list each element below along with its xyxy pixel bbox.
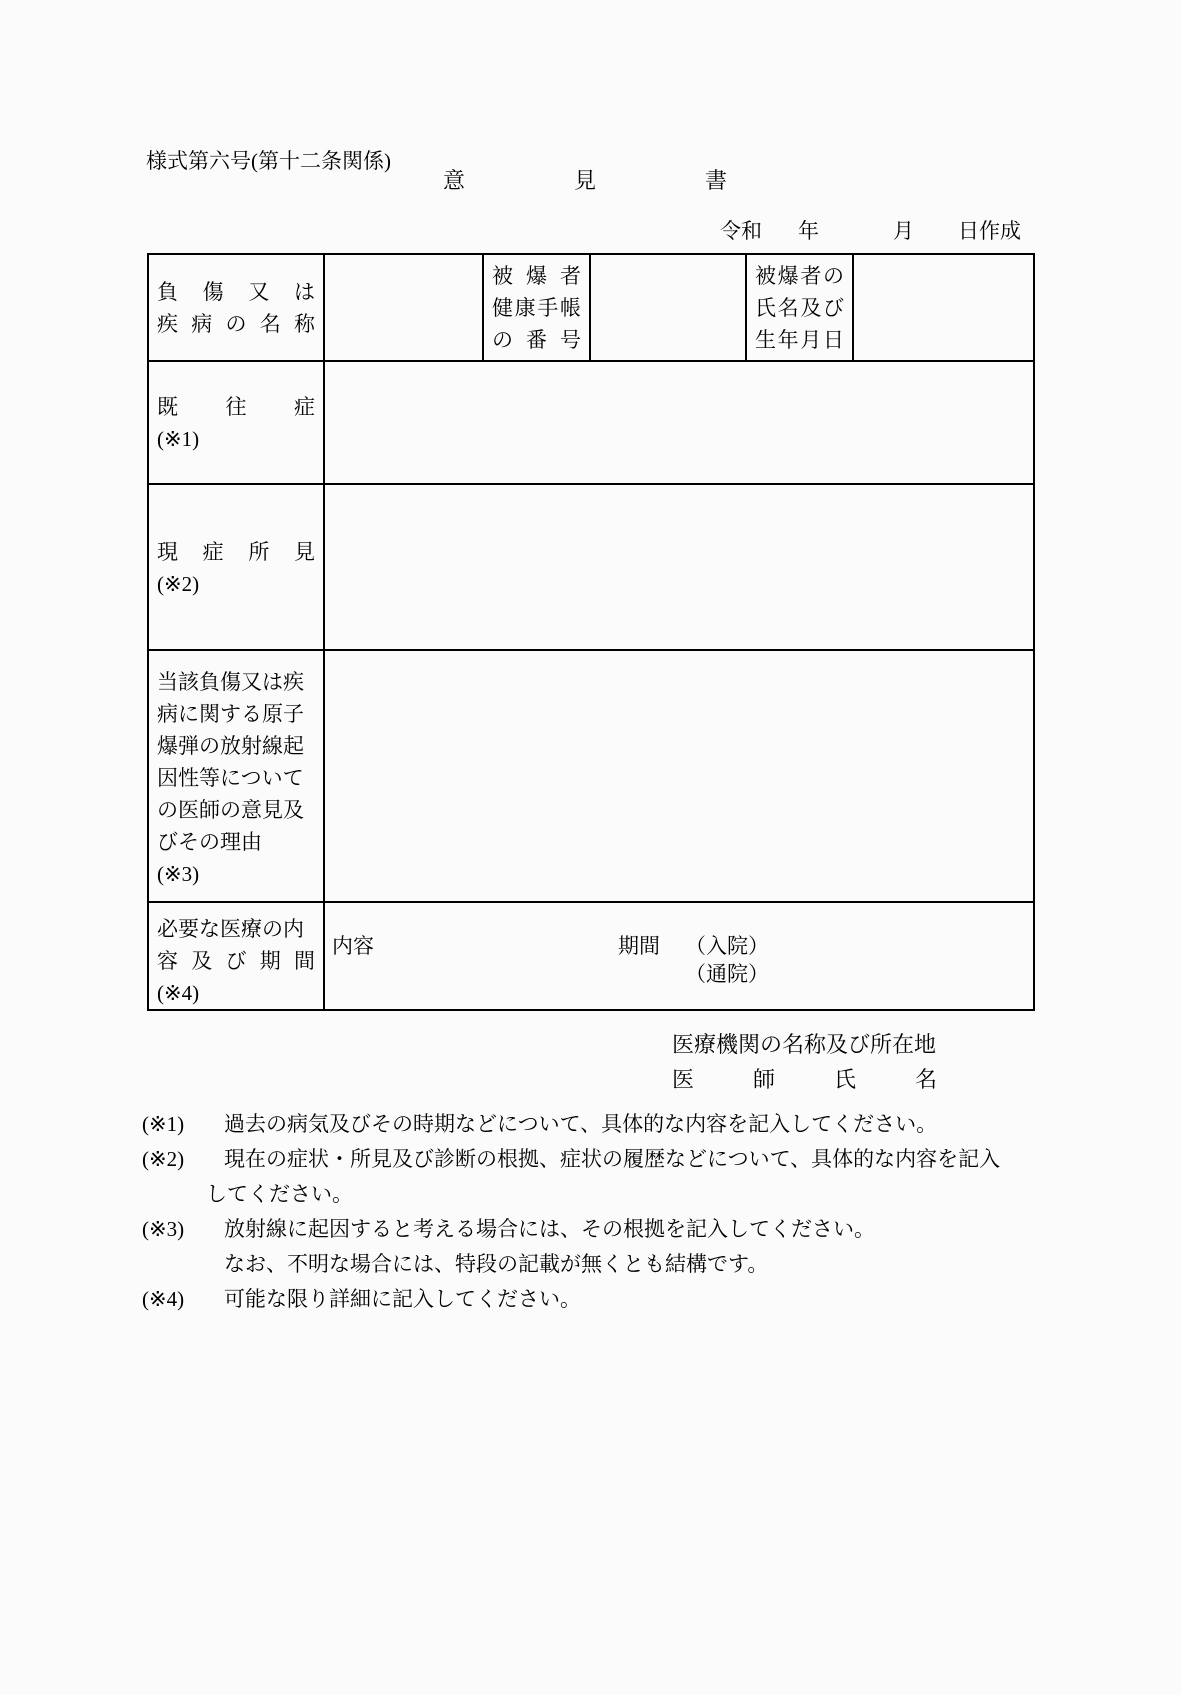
radiation-opinion-label-line: 当該負傷又は疾	[157, 670, 304, 694]
footnote-2-marker: (※2)	[142, 1147, 185, 1171]
handbook-label-line: の番号	[492, 327, 581, 352]
footnote-4-text: 可能な限り詳細に記入してください。	[224, 1287, 581, 1311]
footnote-3-continuation	[224, 1253, 768, 1275]
current-findings-note-ref: (※2)	[157, 572, 200, 596]
radiation-opinion-label-line: 因性等について	[157, 766, 304, 790]
care-period-label: 期間	[618, 934, 660, 958]
current-findings-label: 現症所見	[157, 540, 315, 564]
radiation-opinion-label-line: 爆弾の放射線起	[157, 734, 304, 758]
survivor-label-line: 被爆者の	[755, 263, 844, 288]
radiation-opinion-label-line: びその理由	[157, 830, 262, 854]
doctor-name-label: 医師氏名	[672, 1067, 937, 1092]
inpatient-label: （入院）	[685, 934, 769, 958]
opinion-form-table	[147, 253, 1035, 1011]
handbook-label-line: 健康手帳	[492, 295, 581, 320]
footnote-2-text: 現在の症状・所見及び診断の根拠、症状の履歴などについて、具体的な内容を記入	[224, 1147, 1001, 1171]
past-history-label: 既往症	[157, 394, 315, 419]
survivor-name-label-cell	[746, 254, 853, 361]
footnote-3-marker: (※3)	[142, 1217, 185, 1241]
required-care-label-cell	[148, 902, 324, 1010]
footnote-4	[142, 1288, 581, 1310]
radiation-opinion-note-ref: (※3)	[157, 862, 200, 886]
injury-name-label-line: 負傷又は	[157, 279, 315, 304]
radiation-opinion-label-line: の医師の意見及	[157, 798, 304, 822]
footnote-1-marker: (※1)	[142, 1112, 185, 1136]
institution-address-label: 医療機関の名称及び所在地	[672, 1032, 937, 1057]
radiation-opinion-value-cell[interactable]	[324, 650, 1034, 902]
footnote-3-text: 放射線に起因すると考える場合には、その根拠を記入してください。	[224, 1217, 875, 1241]
radiation-opinion-label-line: 病に関する原子	[157, 702, 304, 726]
date-year-label: 年	[798, 219, 819, 243]
outpatient-label: （通院）	[685, 962, 769, 986]
footnote-2-text-cont: してください。	[206, 1182, 353, 1206]
date-month-label: 月	[893, 219, 914, 243]
survivor-label-line: 氏名及び	[755, 295, 844, 320]
form-number: 様式第六号(第十二条関係)	[146, 149, 391, 173]
handbook-number-label-cell	[483, 254, 590, 361]
footnote-3	[142, 1218, 875, 1240]
date-era-label: 令和	[720, 219, 762, 243]
required-care-value-cell[interactable]	[324, 902, 1034, 1010]
footnote-1	[142, 1113, 937, 1135]
footnote-2-continuation	[206, 1183, 353, 1205]
survivor-label-line: 生年月日	[755, 327, 844, 352]
required-care-note-ref: (※4)	[157, 981, 200, 1005]
injury-name-label-cell	[148, 254, 324, 361]
injury-name-value-cell[interactable]	[324, 254, 483, 361]
current-findings-value-cell[interactable]	[324, 484, 1034, 650]
date-created-label: 日作成	[958, 219, 1021, 243]
footnote-2	[142, 1148, 1000, 1170]
handbook-number-value-cell[interactable]	[590, 254, 746, 361]
footnote-1-text: 過去の病気及びその時期などについて、具体的な内容を記入してください。	[224, 1112, 938, 1136]
footnote-3-text-cont: なお、不明な場合には、特段の記載が無くとも結構です。	[224, 1252, 769, 1276]
footnote-4-marker: (※4)	[142, 1287, 185, 1311]
survivor-name-value-cell[interactable]	[853, 254, 1034, 361]
care-content-label: 内容	[332, 934, 374, 958]
required-care-label-line: 必要な医療の内	[157, 917, 304, 941]
past-history-value-cell[interactable]	[324, 361, 1034, 484]
past-history-label-cell	[148, 361, 324, 484]
past-history-note-ref: (※1)	[157, 426, 200, 451]
radiation-opinion-label-cell	[148, 650, 324, 902]
document-title: 意見書	[443, 168, 727, 193]
current-findings-label-cell	[148, 484, 324, 650]
required-care-label-line: 容及び期間	[157, 949, 315, 973]
injury-name-label-line: 疾病の名称	[157, 311, 315, 336]
handbook-label-line: 被爆者	[492, 263, 581, 288]
